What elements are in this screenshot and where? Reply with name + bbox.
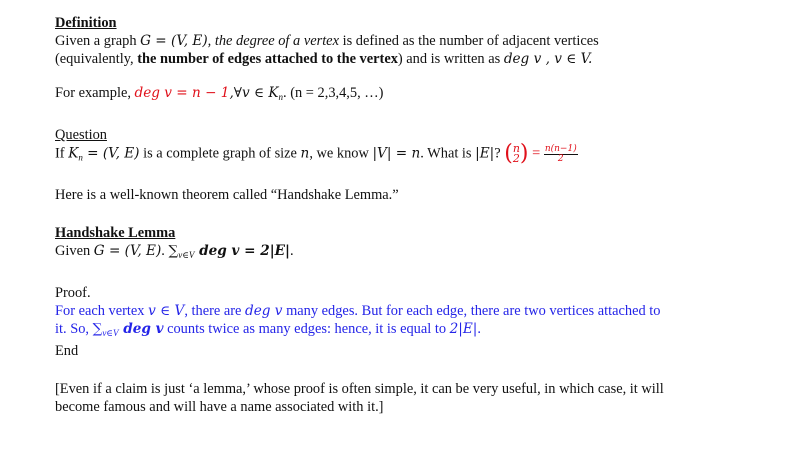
question-text: . What is [420,145,476,162]
proof-end: End [55,343,79,360]
proof-text: it. So, [55,321,93,338]
example-line [55,84,775,106]
lemma-statement [55,242,775,264]
bold-degree: deg v [118,321,164,338]
document-page [55,14,775,416]
edge-notation: 2|E| [449,321,478,338]
definition-text: is defined as the number of adjacent vertices [338,33,599,49]
lemma-formula: deg v = 2|E| [194,243,290,260]
proof-text: many edges. But for each edge, there are two vertices attached to [282,303,661,320]
proof-text: . [477,321,481,338]
definition-text: (equivalently, [55,51,138,67]
lemma-text: . [161,243,169,260]
proof-line-1 [55,302,775,320]
complete-graph-symbol: K [68,145,79,162]
for-all-notation: ,∀v ∈ K [229,85,279,101]
sum-symbol: ∑ [168,243,179,260]
vertex-count: |V| = n [372,145,421,162]
sum-subscript: v∈V [178,250,195,261]
definition-line-2 [55,50,775,68]
binomial-coefficient [513,144,520,164]
binomial-right-paren: ) [519,141,529,166]
degree-notation: deg v [245,303,283,320]
proof-text: counts twice as many edges: hence, it is equal to [163,321,450,338]
definition-text: Given a graph [55,33,141,49]
lemma-heading: Handshake Lemma [55,225,176,242]
note-line-2: become famous and will have a name associated with it.] [55,399,384,416]
fraction-numerator: n(n−1) [544,143,577,154]
lemma-text: . [289,243,294,260]
question-text: ? [494,145,505,162]
proof-label: Proof. [55,285,91,302]
equals-sign: = [528,145,544,162]
question-text: is a complete graph of size [139,145,301,162]
binomial-bottom: 2 [512,152,520,165]
definition-text: ) and is written as [397,51,504,67]
note-line-1: [Even if a claim is just ‘a lemma,’ whose proof is often simple, it can be very useful, in which case, it will [55,381,664,398]
definition-heading: Definition [55,15,117,31]
lemma-text: Given [55,243,94,260]
intro-line: Here is a well-known theorem called “Handshake Lemma.” [55,187,399,204]
graph-notation: = (V, E) [82,145,140,162]
question-heading: Question [55,127,107,143]
subscript: n [278,92,284,102]
proof-text: For each vertex [55,303,149,320]
definition-line-1 [55,32,775,50]
question-line [55,141,775,166]
degree-notation: deg v , v ∈ V. [503,51,593,67]
vertex-notation: v ∈ V [148,303,185,320]
binomial-top: n [512,142,520,155]
question-text: If [55,145,69,162]
sum-subscript: v∈V [102,328,119,339]
example-text: . (n = 2,3,4,5, …) [283,85,384,101]
fraction [544,145,578,164]
proof-text: , there are [184,303,246,320]
question-text: , we know [309,145,373,162]
size-variable: n [300,145,310,162]
degree-term: , the degree of a vertex [207,33,339,49]
fraction-denominator: 2 [557,153,564,164]
sum-symbol: ∑ [92,321,103,338]
subscript: n [78,152,83,163]
bold-phrase: the number of edges attached to the vertex [137,51,398,67]
example-text: For example, [55,85,135,101]
binomial-left-paren: ( [504,141,513,166]
graph-notation: G = (V, E) [140,33,208,49]
edge-count: |E| [475,145,495,162]
degree-formula: deg v = n − 1 [134,85,230,101]
proof-line-2 [55,320,775,342]
graph-notation: G = (V, E) [93,243,162,260]
